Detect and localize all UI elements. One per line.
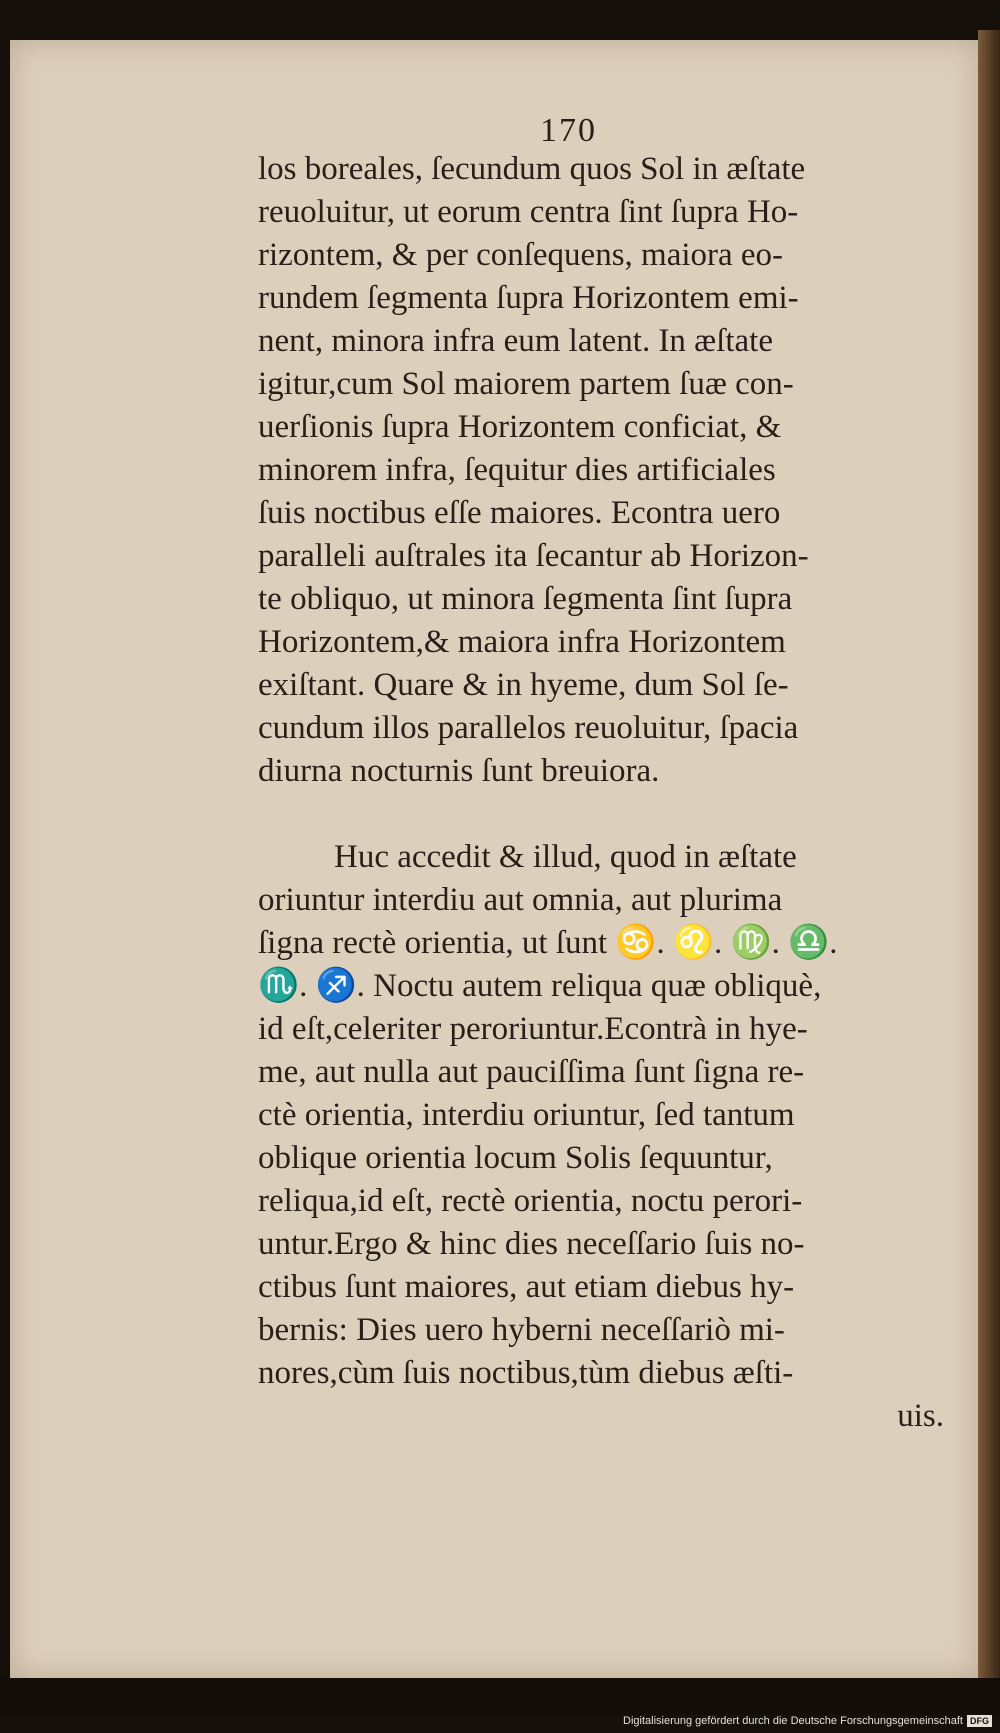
text-line: me, aut nulla aut pauciſſima ſunt ſigna re- — [258, 1054, 805, 1090]
text-line: id eſt,celeriter peroriuntur.Econtrà in hye- — [258, 1011, 808, 1047]
text-line: cundum illos parallelos reuoluitur, ſpacia — [258, 710, 799, 746]
text-line: uerſionis ſupra Horizontem conficiat, & — [258, 409, 782, 445]
text-line: reuoluitur, ut eorum centra ſint ſupra Ho- — [258, 194, 799, 230]
text-line: paralleli auſtrales ita ſecantur ab Horizon- — [258, 538, 809, 574]
text-line: los boreales, ſecundum quos Sol in æſtate — [258, 151, 806, 187]
bottom-edge — [0, 1678, 1000, 1714]
text-line: Huc accedit & illud, quod in æſtate — [334, 839, 797, 875]
text-line: bernis: Dies uero hyberni neceſſariò mi- — [258, 1312, 785, 1348]
page-edge — [978, 30, 1000, 1690]
text-line: ſigna rectè orientia, ut ſunt ♋. ♌. ♍. ♎. — [258, 925, 838, 961]
text-line: uis. — [897, 1398, 944, 1434]
text-line: nores,cùm ſuis noctibus,tùm diebus æſti- — [258, 1355, 794, 1391]
text-line: ctè orientia, interdiu oriuntur, ſed tantum — [258, 1097, 795, 1133]
text-line: rundem ſegmenta ſupra Horizontem emi- — [258, 280, 799, 316]
text-line: ♏. ♐. Noctu autem reliqua quæ obliquè, — [258, 968, 822, 1004]
paragraph-2 — [258, 836, 948, 1438]
page-number: 170 — [540, 112, 597, 149]
text-line: diurna nocturnis ſunt breuiora. — [258, 753, 660, 789]
text-line: ctibus ſunt maiores, aut etiam diebus hy- — [258, 1269, 795, 1305]
credit-text: Digitalisierung gefördert durch die Deutsche Forschungsgemeinschaft — [623, 1715, 963, 1727]
digitization-credit — [623, 1715, 992, 1727]
text-line: untur.Ergo & hinc dies neceſſario ſuis no- — [258, 1226, 805, 1262]
text-line: ſuis noctibus eſſe maiores. Econtra uero — [258, 495, 781, 531]
text-line: oriuntur interdiu aut omnia, aut plurima — [258, 882, 783, 918]
text-line: minorem infra, ſequitur dies artificiales — [258, 452, 776, 488]
text-line: reliqua,id eſt, rectè orientia, noctu perori- — [258, 1183, 803, 1219]
text-line: rizontem, & per conſequens, maiora eo- — [258, 237, 784, 273]
dfg-logo: DFG — [967, 1715, 992, 1727]
paragraph-1 — [258, 148, 948, 793]
text-line: Horizontem,& maiora infra Horizontem — [258, 624, 786, 660]
text-line: nent, minora infra eum latent. In æſtate — [258, 323, 773, 359]
text-line: oblique orientia locum Solis ſequuntur, — [258, 1140, 773, 1176]
text-line: te obliquo, ut minora ſegmenta ſint ſupra — [258, 581, 793, 617]
text-line: igitur,cum Sol maiorem partem ſuæ con- — [258, 366, 794, 402]
text-line: exiſtant. Quare & in hyeme, dum Sol ſe- — [258, 667, 789, 703]
